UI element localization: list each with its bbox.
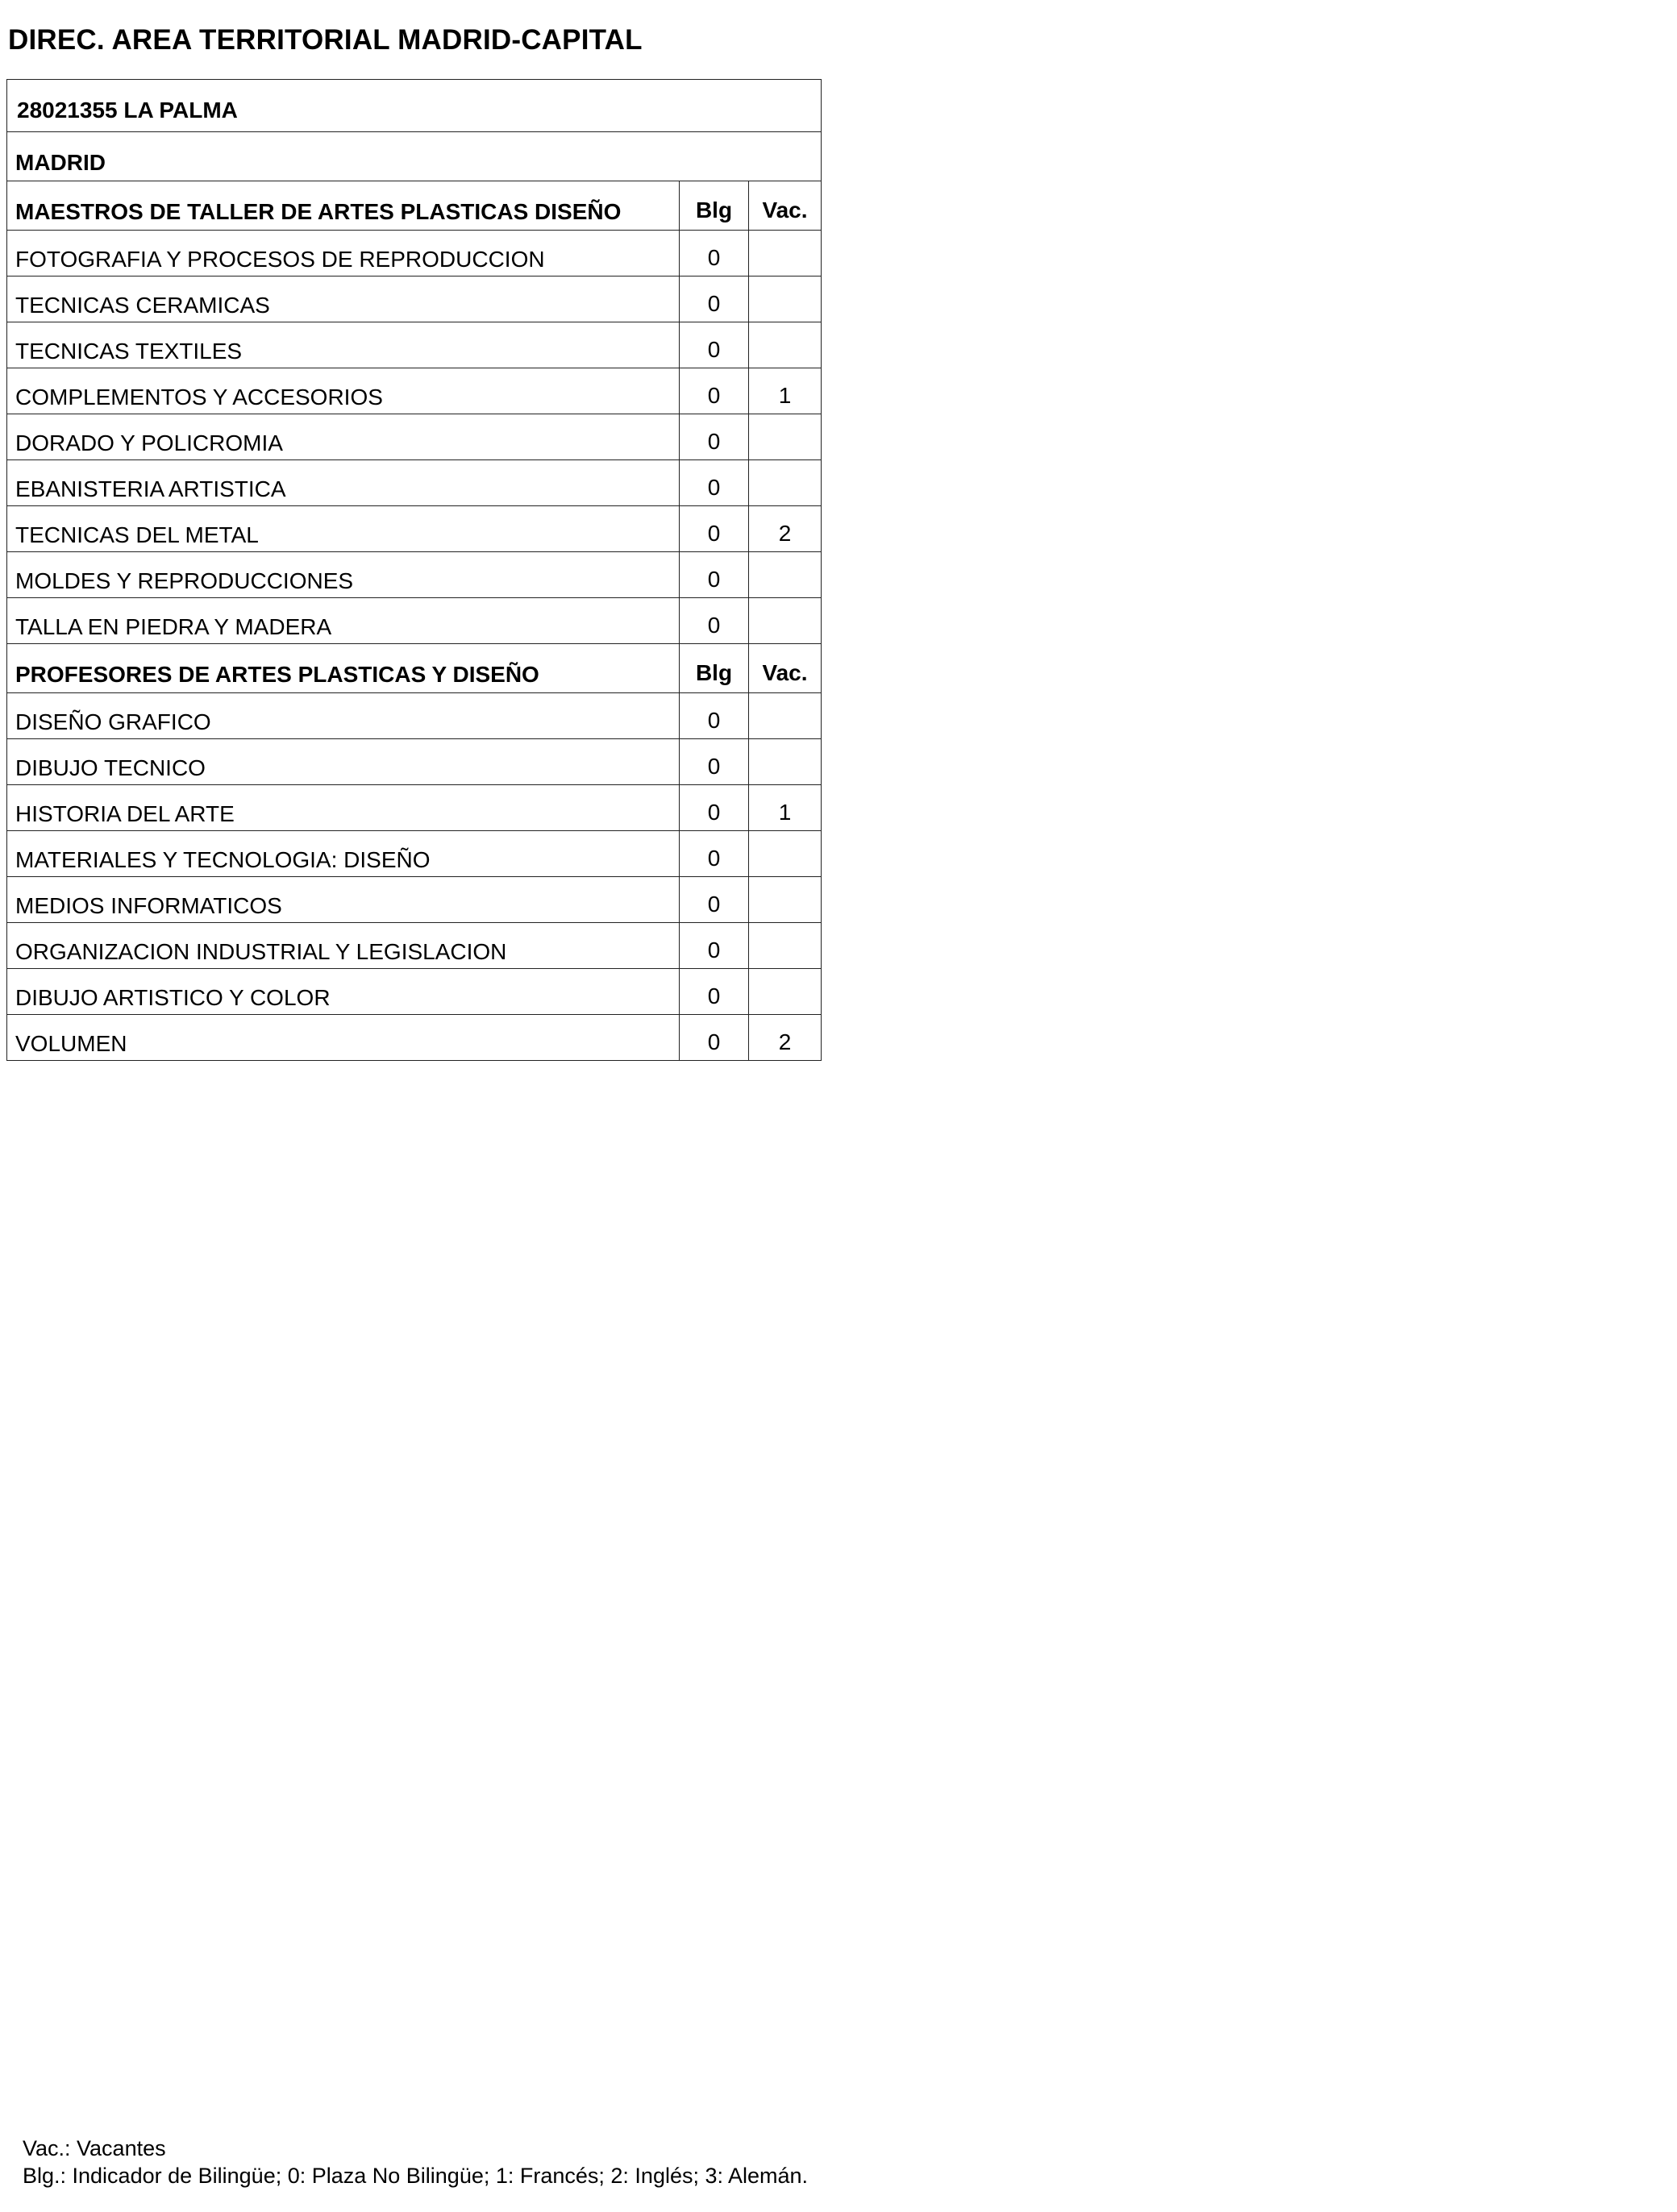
specialty-name: ORGANIZACION INDUSTRIAL Y LEGISLACION <box>7 923 680 969</box>
center-name: 28021355 LA PALMA <box>7 80 822 132</box>
table-row <box>7 276 822 322</box>
specialty-name: DIBUJO TECNICO <box>7 739 680 785</box>
table-row <box>7 739 822 785</box>
table-row <box>7 506 822 552</box>
blg-value: 0 <box>680 276 749 322</box>
table-row <box>7 785 822 831</box>
vac-value <box>749 831 822 877</box>
vac-value: 1 <box>749 368 822 414</box>
legend <box>23 2135 808 2189</box>
table-row <box>7 552 822 598</box>
vac-value <box>749 276 822 322</box>
specialty-name: COMPLEMENTOS Y ACCESORIOS <box>7 368 680 414</box>
vac-value <box>749 739 822 785</box>
section-header-row <box>7 644 822 693</box>
blg-value: 0 <box>680 598 749 644</box>
blg-value: 0 <box>680 1015 749 1061</box>
specialty-name: MOLDES Y REPRODUCCIONES <box>7 552 680 598</box>
blg-value: 0 <box>680 785 749 831</box>
column-header-blg: Blg <box>680 181 749 231</box>
vac-value <box>749 460 822 506</box>
specialty-name: MEDIOS INFORMATICOS <box>7 877 680 923</box>
vac-value <box>749 414 822 460</box>
blg-value: 0 <box>680 877 749 923</box>
vac-value <box>749 322 822 368</box>
blg-value: 0 <box>680 460 749 506</box>
section-heading: PROFESORES DE ARTES PLASTICAS Y DISEÑO <box>7 644 680 693</box>
vac-value <box>749 552 822 598</box>
blg-value: 0 <box>680 739 749 785</box>
table-row <box>7 460 822 506</box>
specialty-name: DISEÑO GRAFICO <box>7 693 680 739</box>
vac-value <box>749 877 822 923</box>
table-row <box>7 598 822 644</box>
legend-blg: Blg.: Indicador de Bilingüe; 0: Plaza No Bilingüe; 1: Francés; 2: Inglés; 3: Alemán. <box>23 2164 809 2188</box>
specialty-name: VOLUMEN <box>7 1015 680 1061</box>
blg-value: 0 <box>680 693 749 739</box>
specialty-name: DORADO Y POLICROMIA <box>7 414 680 460</box>
table-row <box>7 831 822 877</box>
column-header-vac: Vac. <box>749 644 822 693</box>
vac-value <box>749 693 822 739</box>
blg-value: 0 <box>680 969 749 1015</box>
table-row <box>7 1015 822 1061</box>
table-row <box>7 322 822 368</box>
specialty-name: TALLA EN PIEDRA Y MADERA <box>7 598 680 644</box>
table-row <box>7 368 822 414</box>
vac-value <box>749 231 822 276</box>
section-heading: MAESTROS DE TALLER DE ARTES PLASTICAS DISEÑO <box>7 181 680 231</box>
specialty-name: TECNICAS TEXTILES <box>7 322 680 368</box>
specialty-name: FOTOGRAFIA Y PROCESOS DE REPRODUCCION <box>7 231 680 276</box>
specialty-name: TECNICAS DEL METAL <box>7 506 680 552</box>
table-row <box>7 693 822 739</box>
city-row <box>7 132 822 181</box>
specialty-name: MATERIALES Y TECNOLOGIA: DISEÑO <box>7 831 680 877</box>
specialty-name: DIBUJO ARTISTICO Y COLOR <box>7 969 680 1015</box>
vac-value: 1 <box>749 785 822 831</box>
blg-value: 0 <box>680 831 749 877</box>
vac-value <box>749 969 822 1015</box>
vacancies-table <box>6 79 822 1061</box>
table-row <box>7 877 822 923</box>
blg-value: 0 <box>680 923 749 969</box>
table-row <box>7 969 822 1015</box>
specialty-name: TECNICAS CERAMICAS <box>7 276 680 322</box>
legend-vac: Vac.: Vacantes <box>23 2136 166 2160</box>
vac-value <box>749 923 822 969</box>
page-title: DIREC. AREA TERRITORIAL MADRID-CAPITAL <box>8 24 643 56</box>
blg-value: 0 <box>680 231 749 276</box>
vac-value <box>749 598 822 644</box>
city-name: MADRID <box>7 132 822 181</box>
table-row <box>7 231 822 276</box>
section-header-row <box>7 181 822 231</box>
blg-value: 0 <box>680 414 749 460</box>
table-row <box>7 414 822 460</box>
column-header-vac: Vac. <box>749 181 822 231</box>
blg-value: 0 <box>680 368 749 414</box>
blg-value: 0 <box>680 552 749 598</box>
table-row <box>7 923 822 969</box>
specialty-name: HISTORIA DEL ARTE <box>7 785 680 831</box>
center-row <box>7 80 822 132</box>
specialty-name: EBANISTERIA ARTISTICA <box>7 460 680 506</box>
column-header-blg: Blg <box>680 644 749 693</box>
blg-value: 0 <box>680 322 749 368</box>
vac-value: 2 <box>749 1015 822 1061</box>
vac-value: 2 <box>749 506 822 552</box>
blg-value: 0 <box>680 506 749 552</box>
